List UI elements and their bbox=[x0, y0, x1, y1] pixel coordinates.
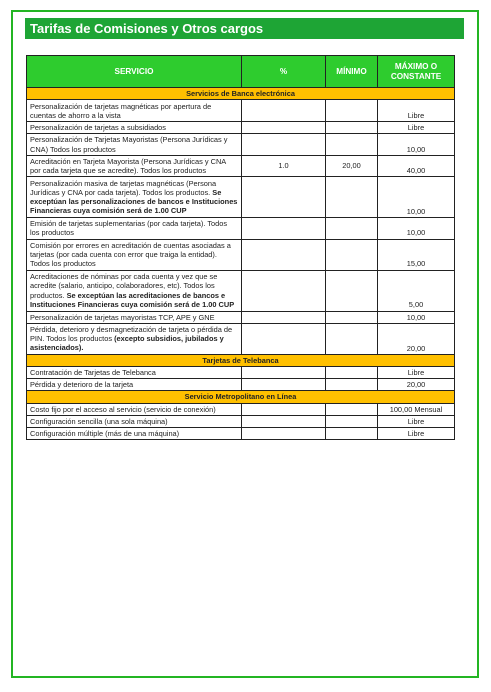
cell-maximo: Libre bbox=[378, 428, 455, 440]
servicio-text: Contratación de Tarjetas de Telebanca bbox=[30, 368, 156, 378]
section-title: Tarjetas de Telebanca bbox=[27, 354, 455, 366]
cell-minimo bbox=[326, 270, 378, 311]
cell-minimo bbox=[326, 428, 378, 440]
cell-servicio bbox=[27, 155, 242, 176]
servicio-text: Pérdida y deterioro de la tarjeta bbox=[30, 380, 134, 390]
cell-percent bbox=[242, 100, 326, 122]
cell-servicio bbox=[27, 134, 242, 155]
cell-minimo bbox=[326, 379, 378, 391]
cell-percent bbox=[242, 177, 326, 218]
servicio-text: Personalización de Tarjetas Mayoristas (Persona Jurídicas y CNA) Todos los productos bbox=[30, 135, 228, 154]
cell-percent bbox=[242, 134, 326, 155]
cell-percent bbox=[242, 122, 326, 134]
cell-servicio bbox=[27, 379, 242, 391]
cell-maximo: 10,00 bbox=[378, 134, 455, 155]
cell-minimo bbox=[326, 100, 378, 122]
cell-maximo: 40,00 bbox=[378, 155, 455, 176]
cell-maximo: Libre bbox=[378, 122, 455, 134]
servicio-text: Acreditación en Tarjeta Mayorista (Persona Jurídicas y CNA por cada tarjeta que se acredite). Todos los productos bbox=[30, 156, 226, 176]
table-body bbox=[27, 88, 455, 440]
section-row bbox=[27, 88, 455, 100]
tariff-table bbox=[26, 55, 455, 440]
servicio-text: Costo fijo por el acceso al servicio (servicio de conexión) bbox=[30, 404, 216, 414]
cell-percent bbox=[242, 367, 326, 379]
section-row bbox=[27, 391, 455, 403]
cell-minimo bbox=[326, 122, 378, 134]
servicio-text: Configuración sencilla (una sola máquina) bbox=[30, 416, 168, 426]
cell-minimo bbox=[326, 415, 378, 427]
cell-servicio bbox=[27, 100, 242, 122]
cell-minimo bbox=[326, 177, 378, 218]
table-row bbox=[27, 122, 455, 134]
servicio-text: Comisión por errores en acreditación de cuentas asociadas a tarjetas (por cada cuenta con error que traiga la entidad). Todos los productos bbox=[30, 240, 231, 269]
cell-minimo bbox=[326, 367, 378, 379]
table-row bbox=[27, 155, 455, 176]
servicio-text: Personalización de tarjetas magnéticas por apertura de cuentas de ahorro a la vista bbox=[30, 101, 212, 120]
cell-minimo bbox=[326, 134, 378, 155]
cell-percent bbox=[242, 323, 326, 354]
header-minimo: MÍNIMO bbox=[326, 56, 378, 88]
cell-maximo: 10,00 bbox=[378, 311, 455, 323]
cell-minimo bbox=[326, 239, 378, 270]
cell-minimo bbox=[326, 218, 378, 239]
servicio-text: Pérdida, deterioro y desmagnetización de tarjeta o pérdida de PIN. Todos los productos bbox=[30, 325, 233, 344]
table-row bbox=[27, 311, 455, 323]
cell-percent bbox=[242, 403, 326, 415]
cell-maximo: Libre bbox=[378, 415, 455, 427]
cell-servicio bbox=[27, 428, 242, 440]
cell-minimo bbox=[326, 323, 378, 354]
cell-percent bbox=[242, 270, 326, 311]
cell-maximo: 10,00 bbox=[378, 218, 455, 239]
header-maximo: MÁXIMO O CONSTANTE bbox=[378, 56, 455, 88]
cell-servicio bbox=[27, 218, 242, 239]
table-row bbox=[27, 403, 455, 415]
cell-maximo: Libre bbox=[378, 100, 455, 122]
cell-servicio bbox=[27, 415, 242, 427]
cell-maximo: 5,00 bbox=[378, 270, 455, 311]
servicio-text: Emisión de tarjetas suplementarias (por cada tarjeta). Todos los productos bbox=[30, 219, 228, 238]
cell-minimo: 20,00 bbox=[326, 155, 378, 176]
cell-percent bbox=[242, 379, 326, 391]
cell-servicio bbox=[27, 177, 242, 218]
cell-percent: 1.0 bbox=[242, 155, 326, 176]
cell-servicio bbox=[27, 367, 242, 379]
cell-maximo: 15,00 bbox=[378, 239, 455, 270]
table-row bbox=[27, 367, 455, 379]
header-servicio: SERVICIO bbox=[27, 56, 242, 88]
cell-percent bbox=[242, 428, 326, 440]
cell-maximo: 20,00 bbox=[378, 379, 455, 391]
table-row bbox=[27, 134, 455, 155]
table-row bbox=[27, 270, 455, 311]
cell-servicio bbox=[27, 403, 242, 415]
servicio-note: Se exceptúan las acreditaciones de bancos e Instituciones Financieras cuya comisión será de 1.00 CUP bbox=[30, 290, 235, 309]
servicio-text: Personalización de tarjetas a subsidiados bbox=[30, 123, 166, 133]
section-row bbox=[27, 354, 455, 366]
cell-percent bbox=[242, 415, 326, 427]
table-row bbox=[27, 323, 455, 354]
servicio-note: Se exceptúan las personalizaciones de bancos e Instituciones Financieras cuya comisión será de 1.00 CUP bbox=[30, 188, 238, 216]
table-row bbox=[27, 415, 455, 427]
servicio-note: (excepto subsidios, jubilados y asistenciados). bbox=[30, 334, 224, 353]
cell-minimo bbox=[326, 403, 378, 415]
cell-servicio bbox=[27, 323, 242, 354]
cell-percent bbox=[242, 311, 326, 323]
table-row bbox=[27, 428, 455, 440]
cell-maximo: 100,00 Mensual bbox=[378, 403, 455, 415]
cell-servicio bbox=[27, 311, 242, 323]
table-row bbox=[27, 379, 455, 391]
section-title: Servicio Metropolitano en Línea bbox=[27, 391, 455, 403]
table-header-row bbox=[27, 56, 455, 88]
section-title: Servicios de Banca electrónica bbox=[27, 88, 455, 100]
table-row bbox=[27, 218, 455, 239]
cell-servicio bbox=[27, 270, 242, 311]
cell-percent bbox=[242, 239, 326, 270]
cell-maximo: 10,00 bbox=[378, 177, 455, 218]
header-percent: % bbox=[242, 56, 326, 88]
cell-percent bbox=[242, 218, 326, 239]
cell-minimo bbox=[326, 311, 378, 323]
servicio-text: Acreditaciones de nóminas por cada cuenta y vez que se acredite (salario, anticipo, colaboradores, etc). Todos los productos. bbox=[30, 272, 218, 300]
cell-servicio bbox=[27, 122, 242, 134]
cell-maximo: Libre bbox=[378, 367, 455, 379]
table-row bbox=[27, 177, 455, 218]
table-row bbox=[27, 100, 455, 122]
page-title: Tarifas de Comisiones y Otros cargos bbox=[25, 18, 464, 39]
cell-servicio bbox=[27, 239, 242, 270]
cell-maximo: 20,00 bbox=[378, 323, 455, 354]
servicio-text: Configuración múltiple (más de una máquina) bbox=[30, 429, 180, 439]
servicio-text: Personalización masiva de tarjetas magnéticas (Persona Jurídicas y CNA por cada tarjeta). Todos los productos. bbox=[30, 178, 217, 198]
table-row bbox=[27, 239, 455, 270]
servicio-text: Personalización de tarjetas mayoristas TCP, APE y GNE bbox=[30, 312, 215, 322]
